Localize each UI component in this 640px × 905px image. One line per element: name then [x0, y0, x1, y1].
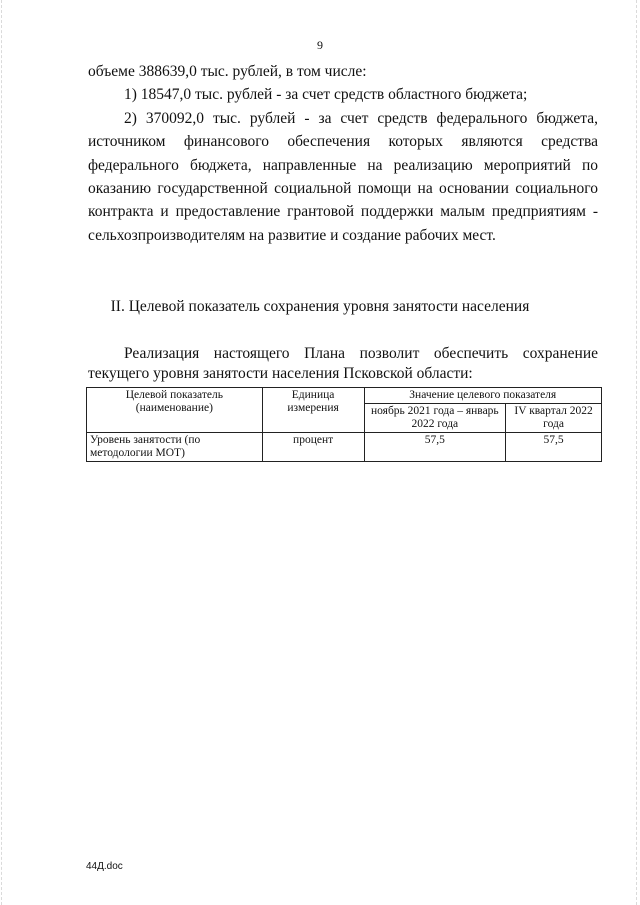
paragraph-total: объеме 388639,0 тыс. рублей, в том числе: [88, 63, 367, 80]
section-heading: II. Целевой показатель сохранения уровня занятости населения [110, 298, 530, 315]
cell-indicator-name: Уровень занятости (по методологии МОТ) [87, 433, 263, 462]
table-header-row [87, 388, 602, 404]
table-row [87, 433, 602, 462]
scan-edge-right [636, 0, 637, 905]
header-period-2: IV квартал 2022 года [506, 404, 602, 433]
indicator-table [86, 387, 602, 462]
cell-value-2: 57,5 [506, 433, 602, 462]
footer-filename: 44Д.doc [86, 861, 123, 872]
cell-unit: процент [262, 433, 364, 462]
budget-text-block [88, 60, 598, 247]
header-unit: Единица измерения [262, 388, 364, 433]
scan-edge-left [1, 0, 2, 905]
header-value-group: Значение целевого показателя [364, 388, 601, 404]
intro-paragraph: Реализация настоящего Плана позволит обеспечить сохранение текущего уровня занятости населения Псковской области: [88, 345, 598, 382]
paragraph-federal-budget: 2) 370092,0 тыс. рублей - за счет средств федерального бюджета, источником финансового обеспечения которых являются средства федерального бюджета, направленные на реализацию мероприятий по оказанию государственной социальной помощи на основании социального контракта и предоставление грантовой поддержки малым предприятиям - сельхозпроизводителям на развитие и создание рабочих мест. [88, 109, 598, 244]
page-number: 9 [317, 38, 323, 52]
header-period-1: ноябрь 2021 года – январь 2022 года [364, 404, 506, 433]
paragraph-regional-budget: 1) 18547,0 тыс. рублей - за счет средств областного бюджета; [124, 86, 528, 104]
header-indicator: Целевой показатель (наименование) [87, 388, 263, 433]
cell-value-1: 57,5 [364, 433, 506, 462]
